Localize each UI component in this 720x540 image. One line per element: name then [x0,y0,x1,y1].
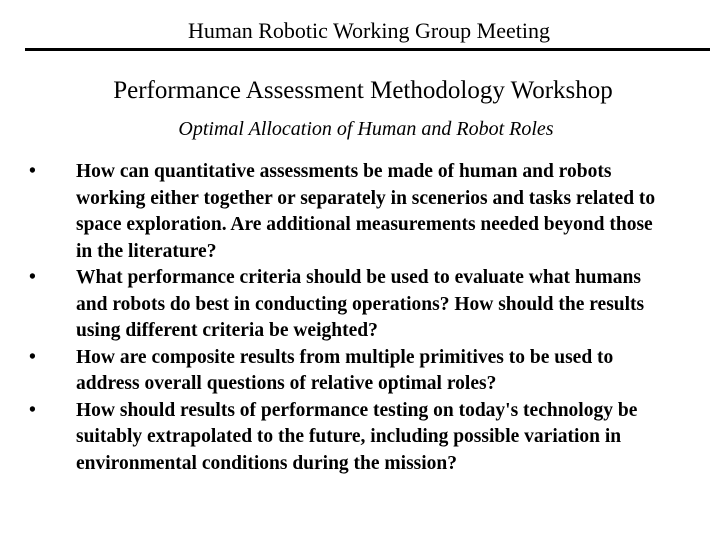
bullet-text: How can quantitative assessments be made of human and robots working either together or separately in scenerios and tasks related to space exploration. Are additional measurements needed beyond those in the literature? [76,161,656,262]
bullet-icon: • [29,399,36,421]
bullet-list [29,159,669,477]
bullet-text: How should results of performance testing on today's technology be suitably extrapolated to the future, including possible variation in environmental conditions during the mission? [76,399,638,474]
bullet-icon: • [29,161,36,182]
bullet-item [29,345,669,398]
bullet-item [29,159,669,265]
page-title: Performance Assessment Methodology Workshop [113,77,613,104]
header-title: Human Robotic Working Group Meeting [187,18,550,43]
bullet-item [29,398,669,478]
bullet-icon: • [29,346,36,368]
header-divider [25,48,710,51]
bullet-icon: • [29,267,36,288]
bullet-text: How are composite results from multiple primitives to be used to address overall questions of relative optimal roles? [76,346,614,394]
page-subtitle: Optimal Allocation of Human and Robot Roles [178,118,554,140]
bullet-item [29,265,669,345]
bullet-text: What performance criteria should be used to evaluate what humans and robots do best in conducting operations? How should the results using different criteria be weighted? [76,267,645,341]
